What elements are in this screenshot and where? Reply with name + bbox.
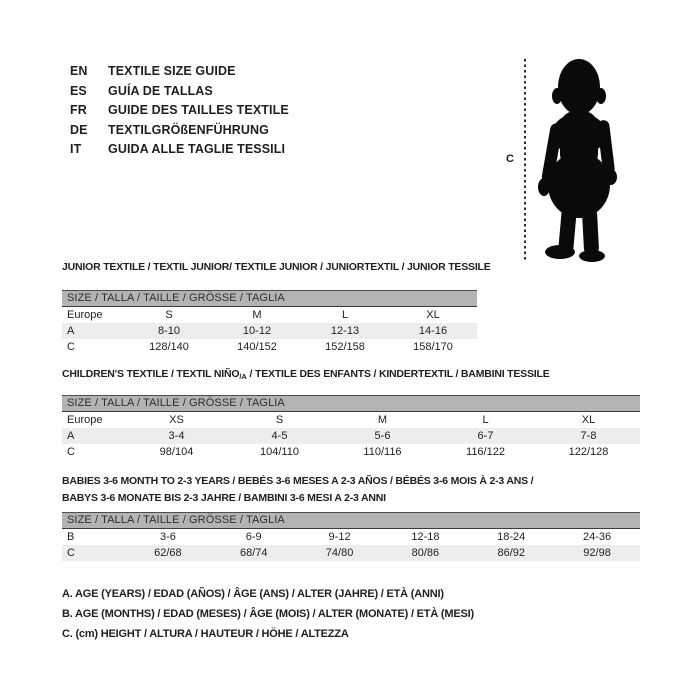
- table-cell: 104/110: [260, 446, 299, 458]
- language-code: IT: [70, 142, 82, 156]
- section-junior-textile: [62, 261, 491, 355]
- legend-line-b: B. AGE (MONTHS) / EDAD (MESES) / ÂGE (MOIS) / ALTER (MONATE) / ETÀ (MESI): [62, 608, 474, 620]
- section-title: [62, 473, 640, 507]
- table-cell: 122/128: [568, 446, 609, 458]
- table-cell: 4-5: [271, 430, 288, 442]
- table-cell: 24-36: [582, 531, 612, 543]
- baby-figure: [500, 56, 635, 266]
- size-table-children: [62, 395, 640, 460]
- section-title-text: JUNIOR TEXTILE / TEXTIL JUNIOR/ TEXTILE JUNIOR / JUNIORTEXTIL / JUNIOR TESSILE: [62, 261, 491, 273]
- row-label: A: [67, 430, 75, 442]
- table-cell: 3-4: [168, 430, 185, 442]
- row-label: A: [67, 325, 75, 337]
- table-row: [62, 323, 477, 339]
- language-label: TEXTILGRÖßENFÜHRUNG: [108, 122, 269, 137]
- table-cell: XL: [581, 414, 596, 426]
- table-cell: 68/74: [239, 547, 268, 559]
- table-cell: M: [252, 309, 262, 321]
- section-childrens-textile: [62, 369, 640, 460]
- section-title: [62, 369, 640, 382]
- table-cell: 12-13: [330, 325, 360, 337]
- table-cell: 80/86: [411, 547, 440, 559]
- legend-line-c: C. (cm) HEIGHT / ALTURA / HAUTEUR / HÖHE / ALTEZZA: [62, 628, 349, 640]
- section-babies-textile: [62, 473, 640, 561]
- table-row: [62, 529, 640, 545]
- size-table-junior: [62, 290, 477, 355]
- section-title-text: / TEXTILE DES ENFANTS / KINDERTEXTIL / BAMBINI TESSILE: [246, 368, 550, 380]
- size-table-header: SIZE / TALLA / TAILLE / GRÖSSE / TAGLIA: [62, 513, 640, 529]
- table-row: [62, 307, 477, 323]
- language-code: EN: [70, 64, 88, 78]
- table-cell: 98/104: [159, 446, 194, 458]
- table-cell: S: [275, 414, 284, 426]
- table-cell: 86/92: [497, 547, 525, 559]
- table-cell: XL: [426, 309, 440, 321]
- language-code: ES: [70, 83, 87, 98]
- baby-silhouette: [531, 56, 626, 262]
- table-cell: 12-18: [411, 531, 440, 543]
- table-cell: 116/122: [466, 446, 505, 458]
- table-cell: 140/152: [237, 341, 277, 353]
- table-cell: 9-12: [328, 531, 351, 543]
- table-cell: 14-16: [418, 325, 448, 337]
- table-row: [62, 428, 640, 444]
- table-row: [62, 444, 640, 460]
- section-title: [62, 261, 491, 275]
- legend: [62, 584, 474, 644]
- size-table-babies: [62, 512, 640, 561]
- table-row: [62, 412, 640, 428]
- table-row: [62, 339, 477, 355]
- size-table-header: SIZE / TALLA / TAILLE / GRÖSSE / TAGLIA: [62, 291, 477, 307]
- row-label: B: [67, 531, 75, 543]
- language-label: GUIDA ALLE TAGLIE TESSILI: [108, 142, 286, 156]
- legend-line-a: A. AGE (YEARS) / EDAD (AÑOS) / ÂGE (ANS) / ALTER (JAHRE) / ETÀ (ANNI): [62, 588, 444, 600]
- height-measure-line: [524, 59, 526, 262]
- row-label: C: [67, 446, 75, 458]
- table-cell: 6-9: [245, 531, 262, 543]
- language-row: [70, 121, 289, 141]
- height-measure-label: C: [506, 153, 514, 165]
- table-cell: 5-6: [374, 430, 391, 442]
- table-cell: 62/68: [154, 547, 182, 559]
- language-row: [70, 62, 289, 82]
- section-title-sub: /A: [239, 372, 247, 381]
- table-cell: L: [341, 309, 349, 321]
- table-cell: 92/98: [583, 547, 611, 559]
- language-list: [70, 62, 289, 160]
- language-label: TEXTILE SIZE GUIDE: [108, 64, 236, 78]
- table-cell: L: [482, 414, 489, 426]
- table-cell: 7-8: [580, 430, 597, 442]
- table-cell: 110/116: [363, 446, 402, 458]
- table-cell: 152/158: [325, 341, 365, 353]
- language-code: FR: [70, 103, 87, 117]
- language-label: GUÍA DE TALLAS: [108, 83, 213, 98]
- table-cell: 3-6: [159, 531, 176, 543]
- row-label: C: [67, 341, 75, 353]
- language-row: [70, 140, 289, 160]
- row-label: C: [67, 547, 75, 559]
- size-table-body: [62, 412, 640, 460]
- size-table-body: [62, 529, 640, 561]
- table-cell: 6-7: [477, 430, 494, 442]
- table-row: [62, 545, 640, 561]
- table-cell: XS: [169, 414, 184, 426]
- language-row: [70, 101, 289, 121]
- table-cell: 18-24: [497, 531, 526, 543]
- section-title-text-line2: BABYS 3-6 MONATE BIS 2-3 JAHRE / BAMBINI 3-6 MESI A 2-3 ANNI: [62, 492, 386, 504]
- language-code: DE: [70, 122, 88, 137]
- row-label: Europe: [67, 414, 103, 426]
- table-cell: 128/140: [149, 341, 189, 353]
- table-cell: 8-10: [157, 325, 181, 337]
- size-table-header: SIZE / TALLA / TAILLE / GRÖSSE / TAGLIA: [62, 396, 640, 412]
- section-title-text: BABIES 3-6 MONTH TO 2-3 YEARS / BEBÉS 3-6 MESES A 2-3 AÑOS / BÉBÉS 3-6 MOIS À 2-3 ANS /: [62, 475, 534, 487]
- language-label: GUIDE DES TAILLES TEXTILE: [108, 103, 289, 117]
- language-row: [70, 82, 289, 102]
- row-label: Europe: [67, 309, 103, 321]
- size-table-body: [62, 307, 477, 355]
- section-title-text: CHILDREN'S TEXTILE / TEXTIL NIÑO: [62, 368, 240, 380]
- table-cell: 158/170: [413, 341, 453, 353]
- table-cell: 10-12: [242, 325, 272, 337]
- table-cell: 74/80: [325, 547, 354, 559]
- table-cell: M: [377, 414, 388, 426]
- table-cell: S: [165, 309, 173, 321]
